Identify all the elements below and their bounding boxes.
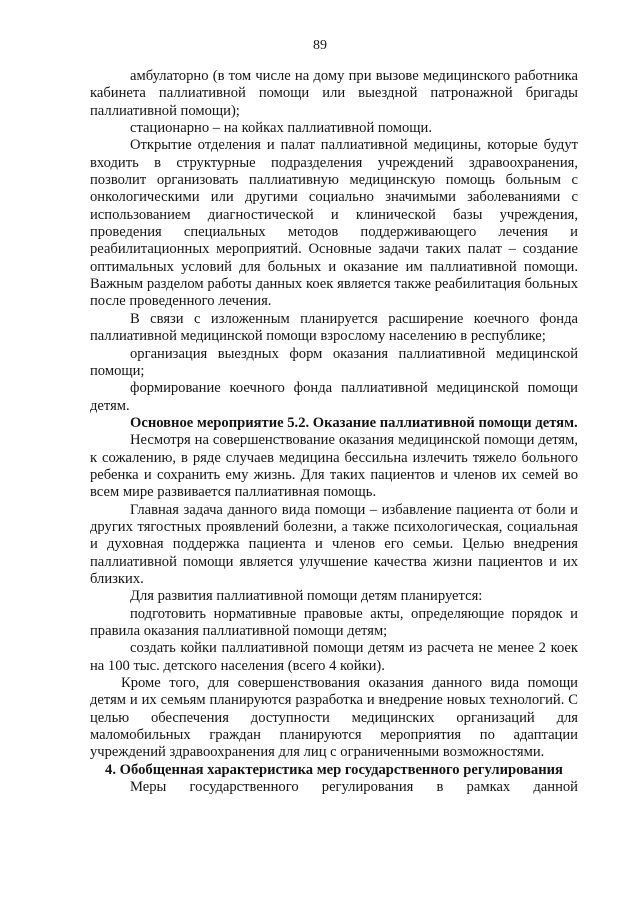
paragraph-create-beds: создать койки паллиативной помощи детям из расчета не менее 2 коек на 100 тыс. детского населения (всего 4 койки).	[90, 640, 578, 674]
paragraph-inpatient: стационарно – на койках паллиативной помощи.	[130, 120, 432, 137]
document-body	[90, 68, 578, 796]
heading-measure-5-2: Основное мероприятие 5.2. Оказание паллиативной помощи детям.	[130, 414, 578, 431]
paragraph-new-technologies: Кроме того, для совершенствования оказания данного вида помощи детям и их семьям планируются разработка и внедрение новых технологий. С целью обеспечения доступности медицинских организаций для маломобильных граждан планируются мероприятия по адаптации учреждений здравоохранения для лиц с ограниченными возможностями.	[90, 675, 578, 761]
paragraph-main-task: Главная задача данного вида помощи – избавление пациента от боли и других тягостных проявлений болезни, а также психологическая, социальная и духовная поддержка пациента и членов его семьи. Целью внедрения паллиативной помощи является улучшение качества жизни пациентов и их близких.	[90, 501, 578, 587]
paragraph-children-bed-fund: формирование коечного фонда паллиативной медицинской помощи детям.	[90, 380, 578, 414]
paragraph-bed-fund-expansion: В связи с изложенным планируется расширение коечного фонда паллиативной медицинской помощи взрослому населению в республике;	[90, 310, 578, 345]
paragraph-regulation-measures: Меры государственного регулирования в рамках данной	[130, 779, 578, 796]
paragraph-children-care-intro: Несмотря на совершенствование оказания медицинской помощи детям, к сожалению, в ряде случаев медицина бессильна излечить тяжело больного ребенка и сохранить ему жизнь. Для таких пациентов и членов их семей во всем мире развивается паллиативная помощь.	[90, 432, 578, 501]
paragraph-mobile-services: организация выездных форм оказания паллиативной медицинской помощи;	[90, 345, 578, 379]
paragraph-palliative-departments: Открытие отделения и палат паллиативной медицины, которые будут входить в структурные подразделения учреждений здравоохранения, позволит организовать паллиативную медицинскую помощь больным с онкологическими или другими социально значимыми заболеваниями с использованием диагностической и клинической базы учреждения, проведения специальных методов поддерживающего лечения и реабилитационных мероприятий. Основные задачи таких палат – создание оптимальных условий для больных и оказание им паллиативной помощи. Важным разделом работы данных коек является также реабилитация больных после проведенного лечения.	[90, 137, 578, 310]
paragraph-outpatient: амбулаторно (в том числе на дому при вызове медицинского работника кабинета паллиативной помощи или выездной патронажной бригады паллиативной помощи);	[90, 68, 578, 119]
page-number: 89	[313, 38, 327, 53]
paragraph-development-plan: Для развития паллиативной помощи детям планируется:	[130, 588, 483, 605]
paragraph-legal-acts: подготовить нормативные правовые акты, определяющие порядок и правила оказания паллиативной помощи детям;	[90, 605, 578, 639]
section-heading-4: 4. Обобщенная характеристика мер государственного регулирования	[105, 761, 563, 778]
